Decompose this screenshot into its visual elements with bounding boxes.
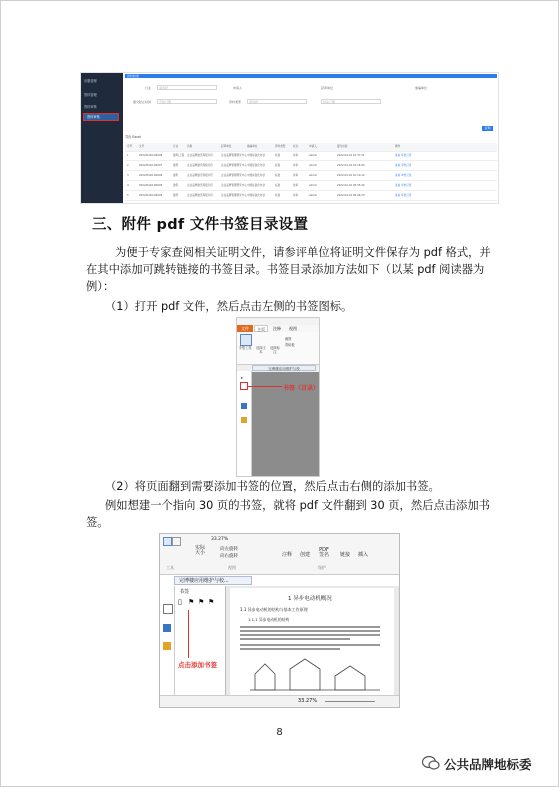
- table-cell: 待审: [293, 174, 299, 177]
- table-cell: 标准: [275, 184, 281, 187]
- pdf-toolbar: [160, 534, 399, 575]
- form-input: 请选择: [157, 85, 217, 90]
- sidebar-item-active: 资料审核: [83, 113, 119, 121]
- table-cell: 建筑: [173, 194, 179, 197]
- table-cell: 中国标准化协会: [247, 154, 266, 157]
- table-cell: 标准: [275, 174, 281, 177]
- document-page: [230, 588, 394, 695]
- comment-button: 注释: [282, 552, 293, 558]
- rotate-right-button: 向右旋转: [220, 554, 238, 559]
- table-header-cell: 行业: [173, 145, 179, 148]
- table-cell: 企业品牌建设等级评价: [187, 194, 213, 197]
- form-label: 申请人: [233, 86, 243, 90]
- layers-icon: [163, 624, 171, 632]
- paragraph-line: 例）：: [86, 280, 115, 293]
- watermark: [418, 752, 548, 776]
- text-line: [240, 638, 350, 640]
- form-input: 结束日期: [321, 99, 381, 104]
- form-label: 资料类型: [229, 100, 242, 104]
- table-row: [125, 172, 497, 181]
- annotation-arrow: [188, 610, 189, 658]
- bookmark-panel: [175, 586, 226, 695]
- attachment-icon: [241, 417, 247, 423]
- text-line: [240, 626, 380, 628]
- table-cell: 企业品牌建设等级评价: [187, 154, 213, 157]
- tab-file: 文件: [237, 325, 253, 332]
- table-cell: 企业品牌建设等级评价: [187, 164, 213, 167]
- bookmark-page-icon: ▯: [178, 598, 182, 606]
- table-cell: 2022/0416-00008: [139, 154, 163, 157]
- sidebar-item: 资料管理: [84, 93, 97, 97]
- table-header-cell: 文号: [139, 145, 145, 148]
- table-cell: 企业品牌建设等级评价: [187, 184, 213, 187]
- table-cell: 建筑/工程: [173, 154, 185, 157]
- table-cell: 4: [127, 184, 129, 187]
- table-cell: 标准: [275, 194, 281, 197]
- table-cell: 2022-04-19 10:10:12: [337, 174, 365, 177]
- pdf-sign-button: PDF签名: [318, 547, 329, 558]
- bookmark-icon: [163, 604, 173, 614]
- table-cell: 待审: [293, 184, 299, 187]
- insert-button: 插入: [358, 552, 369, 558]
- add-child-bookmark-icon: ⚑: [198, 598, 205, 606]
- table-cell: 中国标准化协会: [247, 194, 266, 197]
- table-header-cell: 起草单位: [221, 145, 232, 148]
- table-cell: 2022-04-19 10:14:04: [337, 164, 365, 167]
- table-cell: 待审: [293, 164, 299, 167]
- table-cell: admin: [309, 154, 318, 157]
- table-cell: admin: [309, 184, 318, 187]
- hand-tool-label: 手型工具: [238, 346, 252, 350]
- form-label: 行业: [145, 86, 152, 90]
- attachment-icon: [163, 642, 171, 650]
- table-cell: 企业品牌建设等级评价: [187, 174, 213, 177]
- sidebar-item: 资料审核: [84, 105, 97, 109]
- layers-icon: [241, 403, 247, 409]
- table-cell: admin: [309, 194, 318, 197]
- table-cell: 2: [127, 164, 129, 167]
- table-header-cell: 序号: [127, 145, 133, 148]
- chapter-title: 1 异步电动机概况: [288, 596, 332, 602]
- table-cell: 中国标准化协会: [247, 164, 266, 167]
- step-2: （2）将页面翻到需要添加书签的位置，然后点击右侧的添加书签。: [105, 480, 440, 493]
- ribbon-tabs: [237, 325, 319, 332]
- delete-bookmark-icon: ⚑: [208, 598, 215, 606]
- admin-sidebar: [81, 73, 123, 203]
- pdf-reader-screenshot-2: [159, 533, 400, 708]
- table-cell: 2022/0416-00007: [139, 164, 163, 167]
- form-input: 请选择: [247, 99, 307, 104]
- document-tab: 完博楼应用维护与校: [252, 365, 316, 371]
- paragraph-line: 为便于专家查阅相关证明文件，请参评单位将证明文件保存为 pdf 格式，并: [115, 246, 491, 259]
- table-header-cell: 资料类型: [275, 145, 286, 148]
- table-cell: 标准: [275, 154, 281, 157]
- table-cell: 待审: [293, 194, 299, 197]
- table-cell: 5: [127, 194, 129, 197]
- table-cell: 企业品牌管理研究中心: [221, 164, 247, 167]
- bookmark-panel-title: 书签: [179, 589, 190, 595]
- table-cell: 企业品牌管理研究中心: [221, 194, 247, 197]
- admin-header-title: 资料检索: [127, 74, 140, 78]
- search-button: 查询: [482, 126, 493, 131]
- document-tab: 完博楼应用维护与校...: [174, 576, 252, 585]
- quick-access-bar: [237, 318, 319, 325]
- hand-tool-icon: [163, 537, 172, 546]
- annotation-arrow: [248, 386, 282, 387]
- section-heading: 三、附件 pdf 文件书签目录设置: [92, 217, 309, 233]
- admin-header: [125, 74, 497, 78]
- form-label: 起草单位: [321, 86, 334, 90]
- table-cell: 企业品牌管理研究中心: [221, 154, 247, 157]
- rotate-left-button: 向左旋转: [220, 547, 238, 552]
- table-cell: 查看 审核记录: [395, 164, 412, 167]
- table-header-cell: 状态: [293, 145, 299, 148]
- step-1: （1）打开 pdf 文件，然后点击左侧的书签图标。: [105, 300, 353, 313]
- bookmark-actions: [178, 598, 218, 608]
- admin-search-form: [125, 79, 497, 130]
- table-cell: 标准: [275, 164, 281, 167]
- table-cell: 中国标准化协会: [247, 174, 266, 177]
- table-cell: 2022-04-19 09:55:40: [337, 184, 365, 187]
- ribbon: [237, 332, 319, 365]
- group-label-protect: 保护: [318, 565, 326, 570]
- table-header-row: [125, 143, 497, 152]
- subsection-title: 1.1.1 异步电动机的结构: [248, 617, 290, 622]
- actual-size-button: 实际大小: [194, 545, 205, 556]
- table-header-cell: 名称: [187, 145, 193, 148]
- link-button: 链接: [340, 552, 351, 558]
- wechat-icon: [422, 755, 440, 771]
- form-label: 提交起止时间: [133, 100, 152, 104]
- table-cell: 中国标准化协会: [247, 184, 266, 187]
- pdf-reader-screenshot-1: [236, 317, 320, 477]
- tab-view: 视图: [289, 326, 297, 331]
- group-label-tools: 工具: [166, 565, 174, 570]
- clipboard-label: 剪贴板: [285, 343, 295, 347]
- left-toolbar: [160, 586, 175, 695]
- table-row: [125, 162, 497, 171]
- table-row: [125, 192, 497, 201]
- motor-figure: [250, 654, 380, 692]
- text-line: [240, 648, 340, 650]
- text-line: [240, 644, 380, 646]
- status-bar: [160, 695, 399, 708]
- document-area: [226, 586, 399, 695]
- table-cell: 查看 审核记录: [395, 154, 412, 157]
- paragraph-line: 例如想建一个指向 30 页的书签，就将 pdf 文件翻到 30 页，然后点击添加书: [105, 499, 490, 512]
- table-cell: 建筑: [173, 174, 179, 177]
- screenshot-label: 截图: [285, 337, 292, 341]
- table-cell: 2022-04-19 09:46:33: [337, 194, 365, 197]
- tab-home: 主页: [254, 325, 268, 332]
- status-zoom: 33.27%: [298, 698, 318, 704]
- zoom-slider: [325, 701, 375, 702]
- bookmark-icon: [240, 382, 248, 390]
- form-label: 参编单位: [415, 86, 428, 90]
- text-line: [240, 630, 380, 632]
- select-text-label: 选择文本: [256, 346, 266, 354]
- create-button: 创建: [300, 552, 311, 558]
- table-header-cell: 申请人: [309, 145, 317, 148]
- select-annot-label: 选择标注: [270, 346, 280, 354]
- table-cell: admin: [309, 174, 318, 177]
- table-cell: admin: [309, 164, 318, 167]
- section-title: 1.1 异步电动机的结构与基本工作原理: [240, 607, 308, 612]
- collapse-icon: ▸: [241, 375, 244, 380]
- table-row: [125, 182, 497, 191]
- paragraph-line: 在其中添加可跳转链接的书签目录。书签目录添加方法如下（以某 pdf 阅读器为: [86, 263, 485, 276]
- paragraph-line: 签。: [86, 516, 109, 529]
- table-cell: 待审: [293, 154, 299, 157]
- form-input: 开始日期: [157, 99, 217, 104]
- table-cell: 3: [127, 174, 129, 177]
- add-bookmark-callout: 点击添加书签: [178, 661, 217, 669]
- table-header-cell: 操作: [395, 145, 401, 148]
- table-cell: 1: [127, 154, 129, 157]
- table-cell: 2022-04-19 10:37:21: [337, 154, 365, 157]
- group-label-view: 视图: [228, 565, 236, 570]
- table-cell: 2022/0416-00005: [139, 184, 163, 187]
- table-cell: 企业品牌管理研究中心: [221, 174, 247, 177]
- select-icon: [172, 537, 181, 546]
- table-cell: 2022/0416-00006: [139, 174, 163, 177]
- page-number: 8: [276, 727, 283, 738]
- table-cell: 企业品牌管理研究中心: [221, 184, 247, 187]
- tab-comment: 注释: [273, 326, 281, 331]
- export-excel: 导出 Excel: [125, 135, 141, 139]
- hand-tool-icon: [240, 334, 252, 346]
- table-header-cell: 提交时间: [337, 145, 348, 148]
- table-cell: 查看 审核记录: [395, 184, 412, 187]
- table-row: [125, 152, 497, 161]
- table-header-cell: 参编单位: [247, 145, 258, 148]
- add-bookmark-icon: ⚑: [188, 598, 195, 606]
- table-cell: 查看 审核记录: [395, 174, 412, 177]
- table-cell: 2022/0416-00004: [139, 194, 163, 197]
- table-cell: 建筑: [173, 164, 179, 167]
- sidebar-item: 出版管理: [84, 79, 97, 83]
- bookmark-callout: 书签（目录）: [283, 385, 320, 392]
- admin-screenshot: [80, 72, 499, 204]
- watermark-text: 公共品牌地标委: [444, 757, 532, 772]
- text-line: [240, 634, 380, 636]
- table-cell: 建筑: [173, 184, 179, 187]
- table-cell: 查看 审核记录: [395, 194, 412, 197]
- zoom-value: 33.27%: [211, 537, 229, 542]
